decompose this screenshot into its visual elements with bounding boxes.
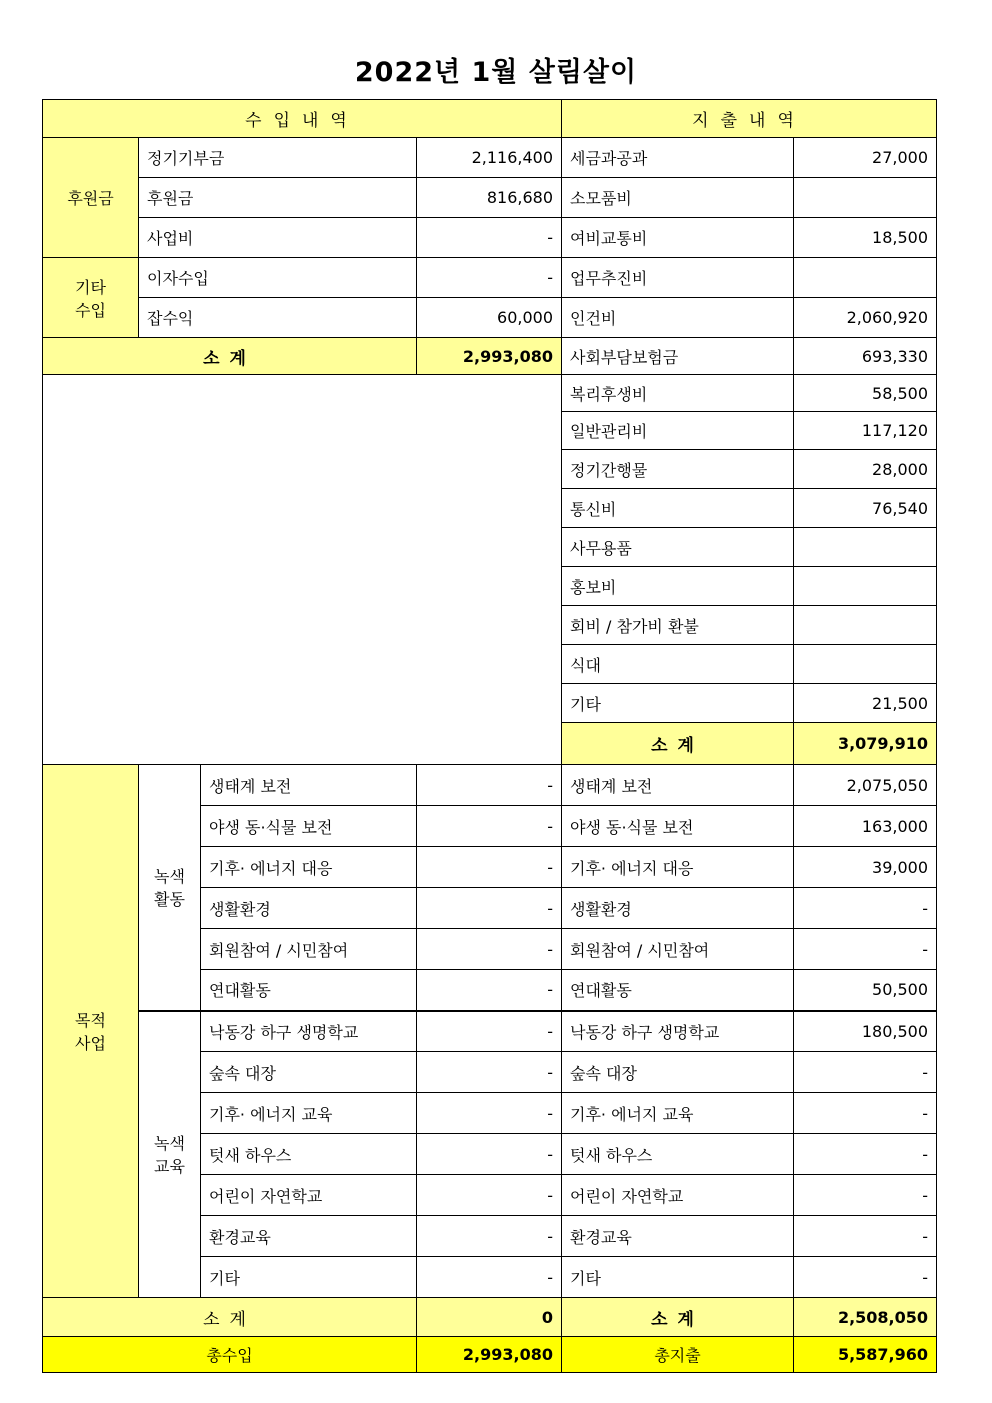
group-other	[43, 258, 139, 338]
expense-label: 일반관리비	[562, 412, 794, 450]
purpose-income-subtotal-value: 0	[417, 1298, 562, 1337]
purpose-income: -	[417, 929, 562, 970]
expense-value: 58,500	[794, 375, 937, 412]
total-income-value: 2,993,080	[417, 1337, 562, 1373]
purpose-expense-label: 기후· 에너지 대응	[562, 847, 794, 888]
income-label: 후원금	[139, 178, 417, 218]
expense-label: 홍보비	[562, 567, 794, 606]
purpose-expense: -	[794, 1216, 937, 1257]
purpose-income: -	[417, 1175, 562, 1216]
expense-value: 28,000	[794, 450, 937, 489]
expense-value: 117,120	[794, 412, 937, 450]
group-green-activity	[139, 765, 201, 1011]
expense-value: 27,000	[794, 138, 937, 178]
purpose-income: -	[417, 806, 562, 847]
expense-value: 18,500	[794, 218, 937, 258]
purpose-expense: 2,075,050	[794, 765, 937, 806]
income-label: 이자수입	[139, 258, 417, 298]
purpose-expense-label: 기타	[562, 1257, 794, 1298]
income-subtotal-label: 소계	[43, 338, 417, 375]
purpose-income: -	[417, 888, 562, 929]
purpose-income: -	[417, 765, 562, 806]
expense-label: 인건비	[562, 298, 794, 338]
expense-label: 복리후생비	[562, 375, 794, 412]
group-green-education-line1: 녹색	[154, 1134, 185, 1154]
group-purpose-line1: 목적	[75, 1011, 106, 1030]
purpose-expense-label: 숲속 대장	[562, 1052, 794, 1093]
expense-value: 2,060,920	[794, 298, 937, 338]
page-title: 2022년 1월 살림살이	[354, 57, 638, 88]
purpose-expense: 180,500	[794, 1011, 937, 1052]
purpose-label: 텃새 하우스	[201, 1134, 417, 1175]
expense-label: 세금과공과	[562, 138, 794, 178]
purpose-expense-label: 생태계 보전	[562, 765, 794, 806]
expense-value	[794, 178, 937, 218]
purpose-label: 숲속 대장	[201, 1052, 417, 1093]
purpose-expense-label: 회원참여 / 시민참여	[562, 929, 794, 970]
expense-label: 업무추진비	[562, 258, 794, 298]
group-green-education-line2: 교육	[154, 1157, 185, 1177]
budget-table	[42, 99, 937, 1373]
purpose-expense: -	[794, 1093, 937, 1134]
purpose-income: -	[417, 847, 562, 888]
total-expense-value: 5,587,960	[794, 1337, 937, 1373]
expense-value: 21,500	[794, 684, 937, 723]
purpose-label: 어린이 자연학교	[201, 1175, 417, 1216]
purpose-label: 생활환경	[201, 888, 417, 929]
total-income-label: 총수입	[43, 1337, 417, 1373]
income-subtotal-value: 2,993,080	[417, 338, 562, 375]
purpose-income: -	[417, 1011, 562, 1052]
income-value: -	[417, 218, 562, 258]
purpose-label: 환경교육	[201, 1216, 417, 1257]
expense-value	[794, 258, 937, 298]
group-other-line2: 수입	[75, 300, 106, 320]
purpose-income: -	[417, 1257, 562, 1298]
purpose-expense-label: 야생 동·식물 보전	[562, 806, 794, 847]
purpose-expense-label: 환경교육	[562, 1216, 794, 1257]
purpose-expense: 50,500	[794, 970, 937, 1011]
income-label: 잡수익	[139, 298, 417, 338]
expense-subtotal-label: 소계	[562, 723, 794, 765]
purpose-label: 낙동강 하구 생명학교	[201, 1011, 417, 1052]
group-sponsor: 후원금	[43, 138, 139, 258]
purpose-label: 생태계 보전	[201, 765, 417, 806]
expense-value: 693,330	[794, 338, 937, 375]
purpose-expense: -	[794, 1134, 937, 1175]
purpose-income: -	[417, 1052, 562, 1093]
expense-label: 회비 / 참가비 환불	[562, 606, 794, 645]
purpose-expense: 39,000	[794, 847, 937, 888]
purpose-income: -	[417, 1216, 562, 1257]
expense-value: 76,540	[794, 489, 937, 528]
expense-label: 정기간행물	[562, 450, 794, 489]
purpose-income: -	[417, 1134, 562, 1175]
purpose-label: 연대활동	[201, 970, 417, 1011]
purpose-expense: -	[794, 1052, 937, 1093]
purpose-expense-label: 낙동강 하구 생명학교	[562, 1011, 794, 1052]
purpose-expense-label: 기후· 에너지 교육	[562, 1093, 794, 1134]
purpose-expense: -	[794, 929, 937, 970]
total-expense-label: 총지출	[562, 1337, 794, 1373]
group-purpose	[43, 765, 139, 1298]
purpose-label: 기타	[201, 1257, 417, 1298]
group-purpose-line2: 사업	[75, 1034, 106, 1053]
group-green-activity-line2: 활동	[154, 890, 185, 910]
income-header: 수입내역	[43, 100, 562, 138]
purpose-income: -	[417, 1093, 562, 1134]
purpose-expense-subtotal-value: 2,508,050	[794, 1298, 937, 1337]
income-label: 사업비	[139, 218, 417, 258]
purpose-expense-label: 연대활동	[562, 970, 794, 1011]
purpose-expense-label: 생활환경	[562, 888, 794, 929]
income-value: -	[417, 258, 562, 298]
blank-area	[43, 375, 562, 765]
expense-subtotal-value: 3,079,910	[794, 723, 937, 765]
group-other-line1: 기타	[75, 277, 106, 297]
purpose-label: 회원참여 / 시민참여	[201, 929, 417, 970]
purpose-expense: -	[794, 1257, 937, 1298]
purpose-label: 기후· 에너지 교육	[201, 1093, 417, 1134]
purpose-expense: -	[794, 1175, 937, 1216]
purpose-income-subtotal-label: 소계	[43, 1298, 417, 1337]
income-label: 정기기부금	[139, 138, 417, 178]
expense-value	[794, 528, 937, 567]
expense-label: 사무용품	[562, 528, 794, 567]
income-value: 60,000	[417, 298, 562, 338]
expense-value	[794, 645, 937, 684]
expense-header: 지출내역	[562, 100, 937, 138]
expense-label: 식대	[562, 645, 794, 684]
expense-value	[794, 567, 937, 606]
purpose-expense-label: 어린이 자연학교	[562, 1175, 794, 1216]
expense-label: 기타	[562, 684, 794, 723]
expense-value	[794, 606, 937, 645]
income-value: 816,680	[417, 178, 562, 218]
expense-label: 사회부담보험금	[562, 338, 794, 375]
purpose-income: -	[417, 970, 562, 1011]
purpose-expense: -	[794, 888, 937, 929]
expense-label: 여비교통비	[562, 218, 794, 258]
purpose-expense-label: 텃새 하우스	[562, 1134, 794, 1175]
expense-label: 소모품비	[562, 178, 794, 218]
purpose-expense-subtotal-label: 소계	[562, 1298, 794, 1337]
purpose-label: 기후· 에너지 대응	[201, 847, 417, 888]
expense-label: 통신비	[562, 489, 794, 528]
group-green-activity-line1: 녹색	[154, 867, 185, 887]
income-value: 2,116,400	[417, 138, 562, 178]
group-green-education	[139, 1011, 201, 1298]
purpose-expense: 163,000	[794, 806, 937, 847]
purpose-label: 야생 동·식물 보전	[201, 806, 417, 847]
